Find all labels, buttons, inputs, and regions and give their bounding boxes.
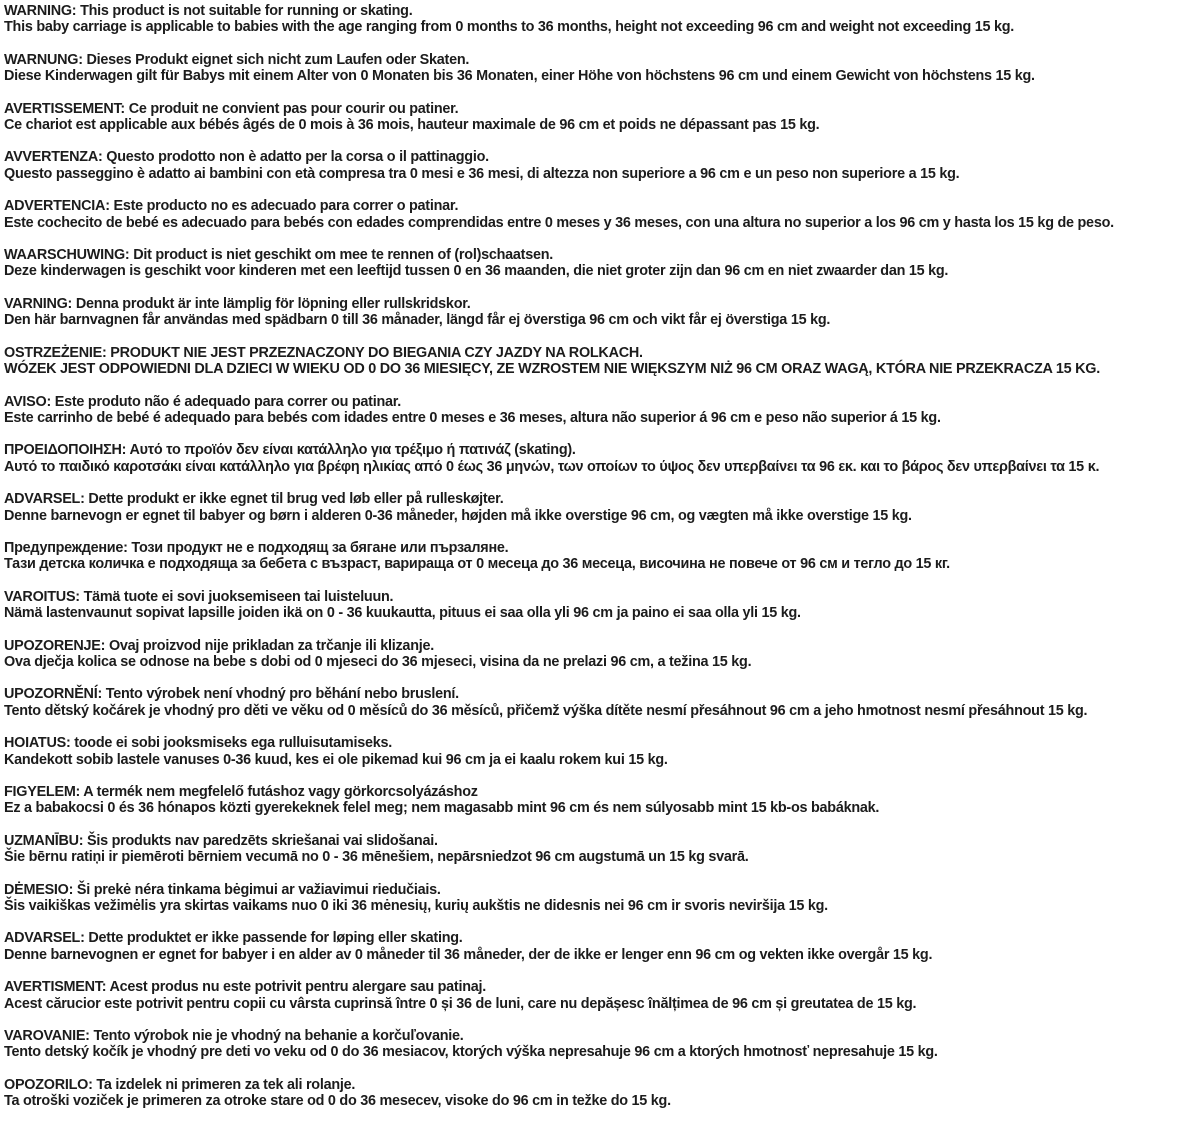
warning-block-es [4, 198, 1200, 231]
warning-title-el: ΠΡΟΕΙΔΟΠΟΙΗΣΗ: Αυτό το προϊόν δεν είναι κατάλληλο για τρέξιμο ή πατινάζ (skating). [4, 442, 576, 459]
warning-title-es: ADVERTENCIA: Este producto no es adecuado para correr o patinar. [4, 198, 459, 215]
warning-block-cs [4, 686, 1200, 719]
warning-detail-ro: Acest cărucior este potrivit pentru copii cu vârsta cuprinsă între 0 și 36 de luni, care nu depășesc înălțimea de 96 cm și greutatea de 15 kg. [4, 995, 917, 1012]
warning-block-pt [4, 394, 1200, 427]
warning-block-lt [4, 882, 1200, 915]
warning-title-hr: UPOZORENJE: Ovaj proizvod nije prikladan za trčanje ili klizanje. [4, 637, 434, 654]
warning-block-sv [4, 296, 1200, 329]
warning-block-de [4, 52, 1200, 85]
warning-detail-de: Diese Kinderwagen gilt für Babys mit einem Alter von 0 Monaten bis 36 Monaten, einer Höhe von höchstens 96 cm und einem Gewicht von höchstens 15 kg. [4, 68, 1035, 85]
warning-block-sl [4, 1077, 1200, 1110]
warning-title-pl: OSTRZEŻENIE: PRODUKT NIE JEST PRZEZNACZONY DO BIEGANIA CZY JAZDY NA ROLKACH. [4, 344, 643, 361]
warning-detail-pt: Este carrinho de bebé é adequado para bebés com idades entre 0 meses e 36 meses, altura não superior á 96 cm e peso não superior á 15 kg. [4, 409, 941, 426]
warning-block-hr [4, 638, 1200, 671]
warning-detail-hr: Ova dječja kolica se odnose na bebe s dobi od 0 mjeseci do 36 mjeseci, visina da ne prelazi 96 cm, a težina 15 kg. [4, 653, 752, 670]
warning-title-it: AVVERTENZA: Questo prodotto non è adatto per la corsa o il pattinaggio. [4, 149, 489, 166]
warning-title-sl: OPOZORILO: Ta izdelek ni primeren za tek ali rolanje. [4, 1076, 356, 1093]
warning-detail-fr: Ce chariot est applicable aux bébés âgés de 0 mois à 36 mois, hauteur maximale de 96 cm et poids ne dépassant pas 15 kg. [4, 117, 820, 134]
warning-block-el [4, 442, 1200, 475]
warning-block-et [4, 735, 1200, 768]
warning-title-en: WARNING: This product is not suitable for running or skating. [4, 3, 413, 19]
warning-detail-da: Denne barnevogn er egnet til babyer og børn i alderen 0-36 måneder, højden må ikke overstige 96 cm, og vægten må ikke overstige 15 kg. [4, 507, 912, 524]
warning-block-no [4, 930, 1200, 963]
warning-detail-lt: Šis vaikiškas vežimėlis yra skirtas vaikams nuo 0 iki 36 mėnesių, kurių aukštis ne didesnis nei 96 cm ir svoris neviršija 15 kg. [4, 898, 828, 915]
warning-title-lv: UZMANĪBU: Šis produkts nav paredzēts skriešanai vai slidošanai. [4, 832, 438, 849]
warning-block-bg [4, 540, 1200, 573]
warning-title-nl: WAARSCHUWING: Dit product is niet geschikt om mee te rennen of (rol)schaatsen. [4, 247, 553, 264]
warning-title-sv: VARNING: Denna produkt är inte lämplig för löpning eller rullskridskor. [4, 295, 471, 312]
warning-detail-cs: Tento dětský kočárek je vhodný pro děti ve věku od 0 měsíců do 36 měsíců, přičemž výška dítěte nesmí přesáhnout 96 cm a jeho hmotnost nesmí přesáhnout 15 kg. [4, 702, 1088, 719]
warning-block-it [4, 149, 1200, 182]
warning-block-fi [4, 589, 1200, 622]
warning-title-cs: UPOZORNĚNÍ: Tento výrobek není vhodný pro běhání nebo bruslení. [4, 686, 459, 703]
warning-title-et: HOIATUS: toode ei sobi jooksmiseks ega rulluisutamiseks. [4, 735, 392, 752]
warning-block-pl [4, 345, 1200, 378]
warning-block-hu [4, 784, 1200, 817]
warning-detail-lv: Šie bērnu ratiņi ir piemēroti bērniem vecumā no 0 - 36 mēnešiem, nepārsniedzot 96 cm augstumā un 15 kg svarā. [4, 849, 749, 866]
warning-title-lt: DĖMESIO: Ši prekė néra tinkama bėgimui ar važiavimui riedučiais. [4, 881, 441, 898]
warning-block-fr [4, 101, 1200, 134]
warning-detail-el: Αυτό το παιδικό καροτσάκι είναι κατάλληλο για βρέφη ηλικίας από 0 έως 36 μηνών, των οποίων το ύψος δεν υπερβαίνει τα 96 εκ. και το βάρος δεν υπερβαίνει τα 15 κ. [4, 458, 1100, 475]
warning-block-ro [4, 979, 1200, 1012]
warning-detail-sk: Tento detský kočík je vhodný pre deti vo veku od 0 do 36 mesiacov, ktorých výška nepresahuje 96 cm a ktorých hmotnosť nepresahuje 15 kg. [4, 1044, 938, 1061]
warning-title-da: ADVARSEL: Dette produkt er ikke egnet til brug ved løb eller på rulleskøjter. [4, 491, 504, 508]
warning-title-ro: AVERTISMENT: Acest produs nu este potrivit pentru alergare sau patinaj. [4, 979, 487, 996]
warning-detail-en: This baby carriage is applicable to babies with the age ranging from 0 months to 36 months, height not exceeding 96 cm and weight not exceeding 15 kg. [4, 19, 1015, 36]
warning-detail-et: Kandekott sobib lastele vanuses 0-36 kuud, kes ei ole pikemad kui 96 cm ja ei kaalu rokem kui 15 kg. [4, 751, 668, 768]
warning-block-nl [4, 247, 1200, 280]
warning-detail-sl: Ta otroški voziček je primeren za otroke stare od 0 do 36 mesecev, visoke do 96 cm in težke do 15 kg. [4, 1093, 671, 1110]
warning-detail-hu: Ez a babakocsi 0 és 36 hónapos közti gyerekeknek felel meg; nem magasabb mint 96 cm és nem súlyosabb mint 15 kb-os babáknak. [4, 800, 880, 817]
warning-title-fi: VAROITUS: Tämä tuote ei sovi juoksemiseen tai luisteluun. [4, 588, 394, 605]
warning-title-hu: FIGYELEM: A termék nem megfelelő futáshoz vagy görkorcsolyázáshoz [4, 784, 478, 800]
warning-title-sk: VAROVANIE: Tento výrobok nie je vhodný na behanie a korčuľovanie. [4, 1028, 464, 1045]
warning-block-sk [4, 1028, 1200, 1061]
warning-title-pt: AVISO: Este produto não é adequado para correr ou patinar. [4, 393, 402, 410]
warning-detail-nl: Deze kinderwagen is geschikt voor kinderen met een leeftijd tussen 0 en 36 maanden, die niet groter zijn dan 96 cm en niet zwaarder dan 15 kg. [4, 263, 949, 280]
warning-block-da [4, 491, 1200, 524]
warning-title-no: ADVARSEL: Dette produktet er ikke passende for løping eller skating. [4, 930, 463, 947]
warning-detail-it: Questo passeggino è adatto ai bambini con età compresa tra 0 mesi e 36 mesi, di altezza non superiore a 96 cm e un peso non superiore a 15 kg. [4, 165, 960, 182]
warning-detail-sv: Den här barnvagnen får användas med spädbarn 0 till 36 månader, längd får ej överstiga 96 cm och vikt får ej överstiga 15 kg. [4, 312, 831, 329]
warning-detail-fi: Nämä lastenvaunut sopivat lapsille joiden ikä on 0 - 36 kuukautta, pituus ei saa olla yli 96 cm ja paino ei saa olla yli 15 kg. [4, 605, 801, 622]
warning-title-de: WARNUNG: Dieses Produkt eignet sich nicht zum Laufen oder Skaten. [4, 51, 470, 68]
warning-detail-pl: WÓZEK JEST ODPOWIEDNI DLA DZIECI W WIEKU OD 0 DO 36 MIESIĘCY, ZE WZROSTEM NIE WIĘKSZYM NIŻ 96 CM ORAZ WAGĄ, KTÓRA NIE PRZEKRACZA 15 KG. [4, 361, 1100, 378]
warning-detail-es: Este cochecito de bebé es adecuado para bebés con edades comprendidas entre 0 meses y 36 meses, con una altura no superior a los 96 cm y hasta los 15 kg de peso. [4, 214, 1114, 231]
warning-detail-no: Denne barnevognen er egnet for babyer i en alder av 0 måneder til 36 måneder, der de ikke er lenger enn 96 cm og vekten ikke overgår 15 kg. [4, 946, 933, 963]
warning-title-fr: AVERTISSEMENT: Ce produit ne convient pas pour courir ou patiner. [4, 100, 459, 117]
warning-block-lv [4, 833, 1200, 866]
warning-block-en [4, 3, 1200, 36]
warning-detail-bg: Тази детска количка е подходяща за бебета с възраст, варираща от 0 месеца до 36 месеца, височина не повече от 96 см и тегло до 15 кг. [4, 556, 950, 573]
warning-title-bg: Предупреждение: Този продукт не е подходящ за бягане или пързаляне. [4, 539, 509, 556]
